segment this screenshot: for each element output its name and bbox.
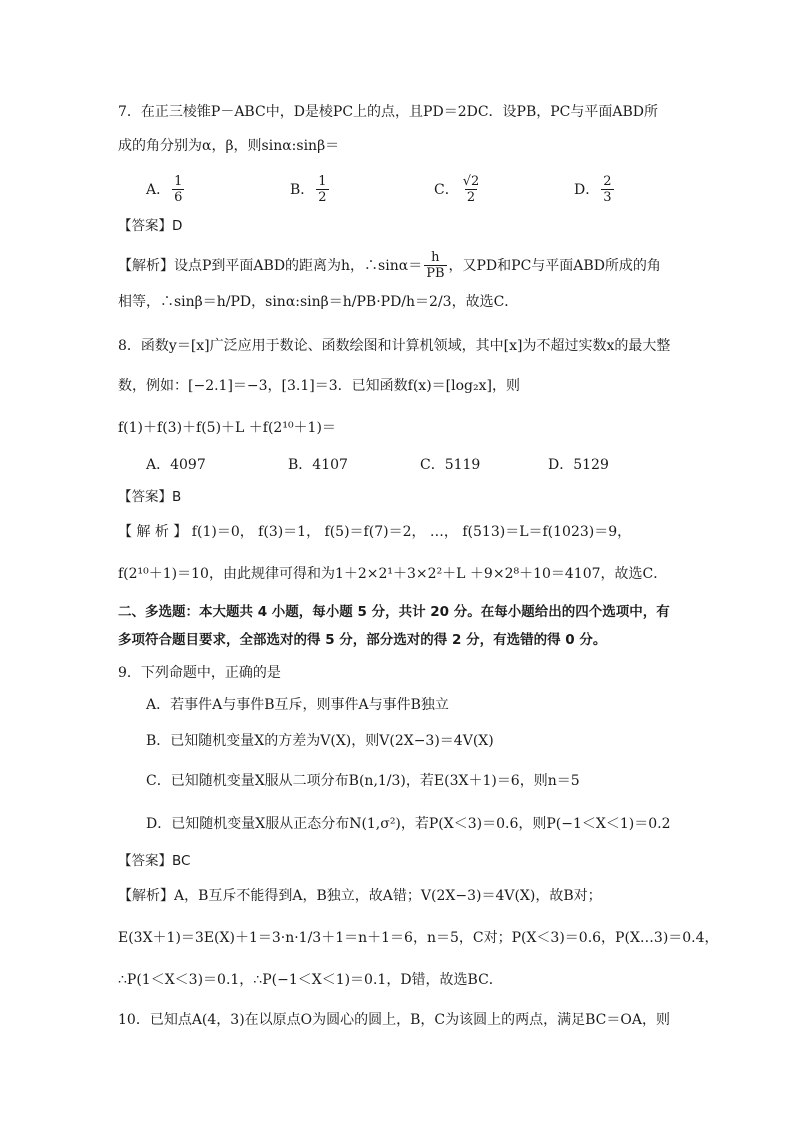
q9-analysis-line3: ∴P(1＜X＜3)＝0.1，∴P(−1＜X＜1)＝0.1，D错，故选BC． <box>118 972 503 988</box>
q8-option-c: C．5119 <box>420 457 481 473</box>
fraction: $\frac{2}{3}$ <box>603 174 612 205</box>
q9-analysis-line1: 【解析】A，B互斥不能得到A，B独立，故A错；V(2X−3)＝4V(X)，故B对； <box>118 888 602 904</box>
fraction: $\frac{1}{2}$ <box>318 174 327 205</box>
q8-answer: 【答案】B <box>118 489 182 505</box>
q7-analysis-line2: 相等，∴sinβ＝h/PD，sinα:sinβ＝h/PB·PD/h＝2/3，故选C． <box>118 294 519 310</box>
q7-option-c: C． $\frac{√2}{2}$ <box>434 174 480 205</box>
fraction: $\frac{1}{6}$ <box>174 174 183 205</box>
q9-analysis-line2: E(3X＋1)＝3E(X)＋1＝3·n·1/3＋1＝n＋1＝6，n＝5，C对；P(X＜3)＝0.6，P(X…3)＝0.4， <box>118 930 719 946</box>
q9-option-b: B．已知随机变量X的方差为V(X)，则V(2X−3)＝4V(X) <box>146 733 494 749</box>
q7-answer: 【答案】D <box>118 218 183 234</box>
q8-analysis-line2: f(2¹⁰＋1)＝10，由此规律可得和为1＋2×2¹＋3×2²＋L ＋9×2⁸＋10＝4107，故选C． <box>118 566 668 582</box>
q9-option-d: D．已知随机变量X服从正态分布N(1,σ²)，若P(X＜3)＝0.6，则P(−1＜X＜1)＝0.2 <box>146 816 671 832</box>
q10-stem-line1: 10．已知点A(4，3)在以原点O为圆心的圆上，B，C为该圆上的两点，满足BC＝OA，则 <box>118 1012 670 1028</box>
fraction: $\frac{√2}{2}$ <box>462 174 480 205</box>
fraction: $\frac{h}{PB}$ <box>426 250 445 281</box>
q7-stem-line1: 7．在正三棱锥P－ABC中，D是棱PC上的点，且PD＝2DC．设PB，PC与平面ABD所 <box>118 104 659 120</box>
section-heading-line1: 二、多选题：本大题共 4 小题，每小题 5 分，共计 20 分。在每小题给出的四个选项中，有 <box>118 604 670 620</box>
q8-option-b: B．4107 <box>288 457 348 473</box>
q9-stem: 9．下列命题中，正确的是 <box>118 665 281 681</box>
q9-option-c: C．已知随机变量X服从二项分布B(n,1/3)，若E(3X＋1)＝6，则n＝5 <box>146 773 580 789</box>
q8-stem-line3: f(1)＋f(3)＋f(5)＋L ＋f(2¹⁰＋1)＝ <box>118 420 336 436</box>
q8-analysis-line1: 【 解 析 】 f(1)＝0， f(3)＝1， f(5)＝f(7)＝2， …， f(513)＝L＝f(1023)＝9， <box>118 524 632 540</box>
q7-option-d: D． $\frac{2}{3}$ <box>574 174 612 205</box>
q9-answer: 【答案】BC <box>118 853 191 869</box>
q8-option-d: D．5129 <box>548 457 609 473</box>
q8-stem-line2: 数，例如：[−2.1]＝−3，[3.1]＝3．已知函数f(x)＝[log₂x]，则 <box>118 378 520 394</box>
q7-option-b: B． $\frac{1}{2}$ <box>290 174 327 205</box>
q7-option-a: A． $\frac{1}{6}$ <box>146 174 183 205</box>
q7-stem-line2: 成的角分别为α，β，则sinα:sinβ＝ <box>118 138 340 154</box>
q8-option-a: A．4097 <box>146 457 206 473</box>
q7-analysis-line1: 【解析】设点P到平面ABD的距离为h，∴sinα＝ $\frac{h}{PB}$ ，又PD和PC与平面ABD所成的角 <box>118 250 661 281</box>
q8-stem-line1: 8．函数y＝[x]广泛应用于数论、函数绘图和计算机领域，其中[x]为不超过实数x的最大整 <box>118 338 671 354</box>
q9-option-a: A．若事件A与事件B互斥，则事件A与事件B独立 <box>146 697 449 713</box>
section-heading-line2: 多项符合题目要求，全部选对的得 5 分，部分选对的得 2 分，有选错的得 0 分。 <box>118 632 607 648</box>
